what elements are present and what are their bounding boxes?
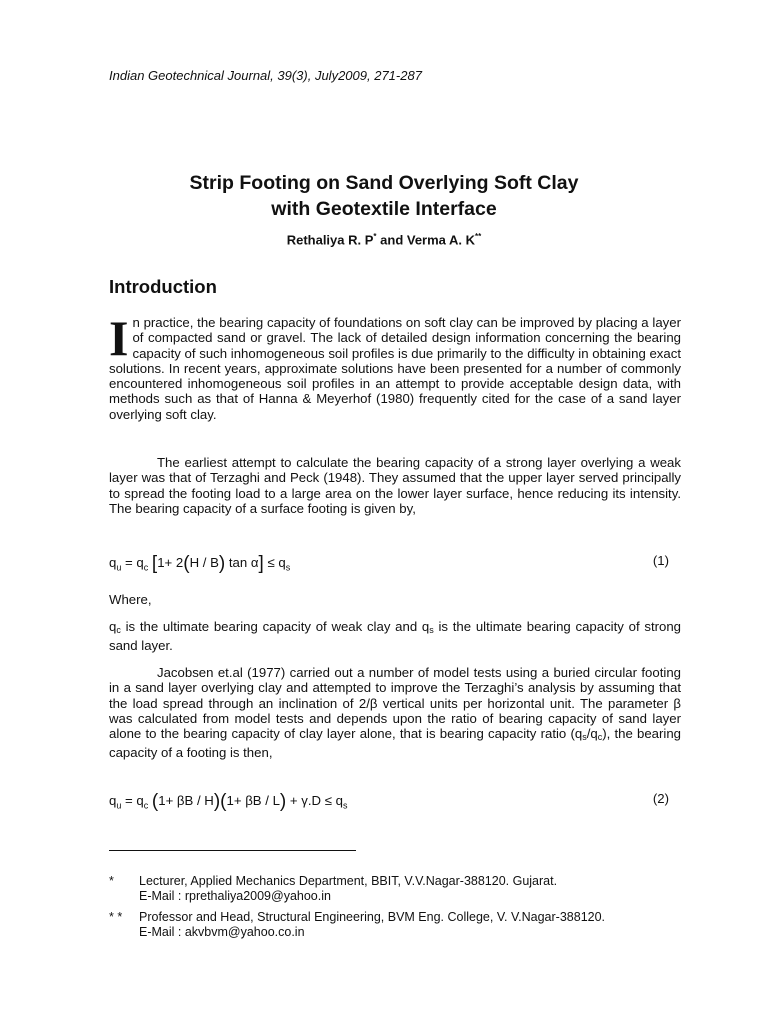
title-line-1: Strip Footing on Sand Overlying Soft Clay xyxy=(189,172,579,194)
drop-cap: I xyxy=(109,310,129,366)
section-heading: Introduction xyxy=(109,276,217,297)
footnote-1-line-1: Lecturer, Applied Mechanics Department, BBIT, V.V.Nagar-388120. Gujarat. xyxy=(139,874,558,888)
journal-citation: Indian Geotechnical Journal, 39(3), July2009, 271-287 xyxy=(109,68,422,83)
p3-sub-a: c xyxy=(116,625,121,635)
paper-title xyxy=(0,170,768,222)
equation-1 xyxy=(109,553,669,575)
footnote-2-email: E-Mail : akvbvm@yahoo.co.in xyxy=(139,925,305,939)
footnote-1-email: E-Mail : rprethaliya2009@yahoo.in xyxy=(139,889,331,903)
p3-sub-b: s xyxy=(429,625,434,635)
p3-part-c: is the ultimate bearing capacity of strong sand layer. xyxy=(109,619,681,654)
intro-paragraph-2: The earliest attempt to calculate the bearing capacity of a strong layer overlying a weak layer was that of Terzaghi and Peck (1948). They assumed that the upper layer served principally to spread the footing load to a large area on the lower layer surface, hence reducing its intensity. The bearing capacity of a surface footing is given by, xyxy=(109,455,681,516)
footnote-1-mark: * xyxy=(109,874,114,888)
footnote-2-mark: * * xyxy=(109,910,123,924)
author-2: Verma A. K xyxy=(406,232,476,248)
p4-sub-b: c xyxy=(597,732,603,743)
intro-paragraph-1 xyxy=(109,310,681,422)
p4-sub-a: s xyxy=(582,732,587,743)
author-conjunction: and xyxy=(376,232,407,248)
intro-paragraph-3 xyxy=(109,619,681,654)
equation-2-number: (2) xyxy=(652,791,669,806)
equation-2-formula: $q_u = q_c$ $(1+ \beta B / H)(1+ \beta B / L) + \gamma.D \le q_s$ xyxy=(109,791,348,812)
title-line-2: with Geotextile Interface xyxy=(271,198,497,220)
equation-1-formula: $q_u = q_c$ [1+ 2(H / B) $\tan \alpha] \le q_s$ xyxy=(109,553,291,574)
intro-paragraph-4 xyxy=(109,665,681,761)
footnote-divider xyxy=(109,850,356,851)
equation-2 xyxy=(109,791,669,813)
equation-1-number: (1) xyxy=(652,553,669,568)
intro-paragraph-1-text: n practice, the bearing capacity of foundations on soft clay can be improved by placing a layer of compacted sand or gravel. The lack of detailed design information concerning the bearing capacity of such inhomogeneous soil profiles is due primarily to the difficulty in obtaining exact solutions. In recent years, approximate solutions have been presented for a number of commonly encountered inhomogeneous soil profiles in an attempt to provide acceptable design data, with methods such as that of Hanna & Meyerhof (1980) frequently cited for the case of a sand layer overlying soft clay. xyxy=(109,315,681,422)
p3-part-a: q xyxy=(109,619,117,634)
p4-part-b: /q xyxy=(586,726,598,742)
author-1: Rethaliya R. P xyxy=(286,232,374,248)
footnote-2-line-1: Professor and Head, Structural Engineering, BVM Eng. College, V. V.Nagar-388120. xyxy=(139,910,606,924)
author-1-mark: * xyxy=(373,232,377,241)
where-label: Where, xyxy=(109,592,152,607)
p4-part-a: Jacobsen et.al (1977) carried out a number of model tests using a buried circular footing in a sand layer overlying clay and attempted to improve the Terzaghi’s analysis by assuming that the load spread through an inclination of 2/β vertical units per horizontal unit. The parameter β was calculated from model tests and depends upon the ratio of bearing capacity of sand layer alone to the bearing capacity of clay layer alone, that is bearing capacity ratio (q xyxy=(109,665,681,742)
p3-part-b: is the ultimate bearing capacity of weak clay and q xyxy=(120,619,430,634)
p4-part-c: ), the bearing capacity of a footing is then, xyxy=(109,726,681,761)
author-line xyxy=(0,232,768,247)
author-2-mark: ** xyxy=(475,232,482,241)
